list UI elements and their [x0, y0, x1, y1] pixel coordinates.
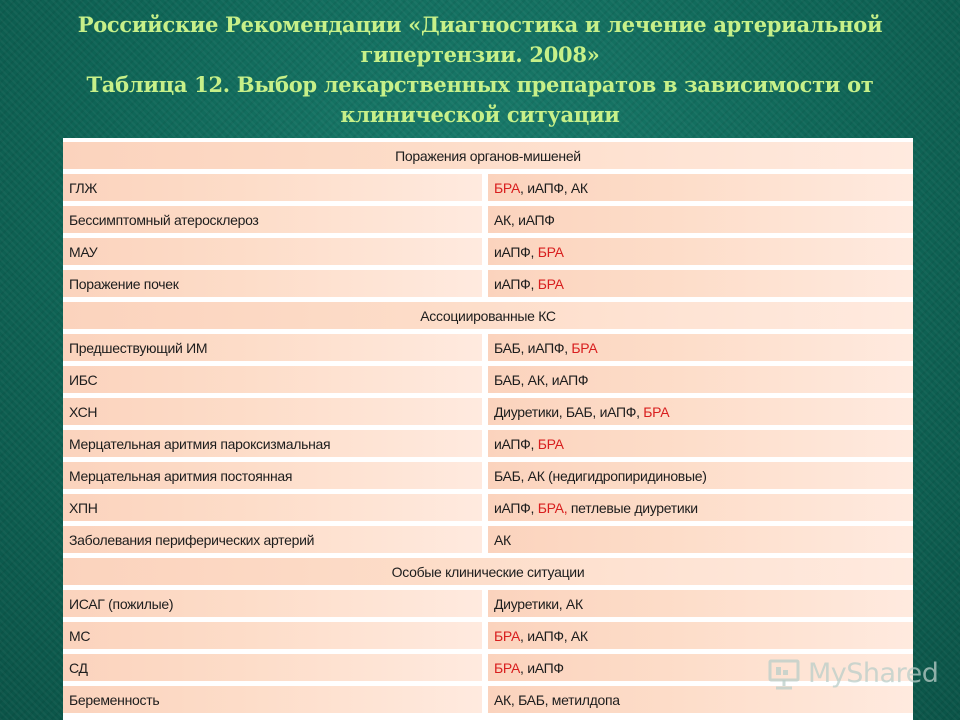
drugs-cell — [488, 174, 913, 201]
drugs-cell — [488, 590, 913, 617]
table-body — [63, 142, 913, 713]
condition-cell: Мерцательная аритмия постоянная — [63, 462, 488, 489]
drug-text: иАПФ, — [494, 275, 538, 292]
title-line-2: гипертензии. 2008» — [360, 42, 600, 67]
condition-cell: СД — [63, 654, 488, 681]
condition-cell: Поражение почек — [63, 270, 488, 297]
condition-cell: Беременность — [63, 686, 488, 713]
drug-text: БАБ, АК (недигидропиридиновые) — [494, 467, 707, 484]
table-row — [63, 494, 913, 521]
drug-text: иАПФ, — [494, 243, 538, 260]
highlighted-drug: БРА — [494, 179, 521, 196]
highlighted-drug: БРА — [537, 243, 564, 260]
condition-cell: МАУ — [63, 238, 488, 265]
highlighted-drug: БРА — [571, 339, 598, 356]
highlighted-drug: БРА — [537, 435, 564, 452]
section-header: Ассоциированные КС — [63, 302, 913, 329]
drugs-cell — [488, 398, 913, 425]
section-header-row — [63, 302, 913, 329]
watermark-text: MyShared — [808, 658, 939, 689]
drug-text: Диуретики, АК — [494, 595, 583, 612]
slide-title — [30, 10, 930, 132]
section-header: Поражения органов-мишеней — [63, 142, 913, 169]
drugs-cell — [488, 622, 913, 649]
table-row — [63, 590, 913, 617]
drug-selection-table — [63, 138, 913, 718]
drugs-cell — [488, 526, 913, 553]
presentation-board-icon — [767, 657, 801, 691]
drug-text: петлевые диуретики — [567, 499, 698, 516]
title-line-4: клинической ситуации — [340, 102, 620, 127]
condition-cell: МС — [63, 622, 488, 649]
table-row — [63, 334, 913, 361]
drugs-cell — [488, 462, 913, 489]
drugs-cell — [488, 238, 913, 265]
drug-text: иАПФ, — [494, 435, 538, 452]
drugs-cell — [488, 334, 913, 361]
recommendation-table-container — [63, 138, 913, 720]
drugs-cell — [488, 494, 913, 521]
drugs-cell — [488, 270, 913, 297]
title-line-3: Таблица 12. Выбор лекарственных препаратов в зависимости от — [86, 72, 874, 97]
section-header: Особые клинические ситуации — [63, 558, 913, 585]
drug-text: , иАПФ, АК — [520, 627, 588, 644]
condition-cell: Заболевания периферических артерий — [63, 526, 488, 553]
table-row — [63, 270, 913, 297]
condition-cell: ИСАГ (пожилые) — [63, 590, 488, 617]
highlighted-drug: БРА, — [537, 499, 568, 516]
drug-text: , иАПФ — [520, 659, 564, 676]
drug-text: АК, БАБ, метилдопа — [494, 691, 620, 708]
table-row — [63, 206, 913, 233]
drug-text: АК, иАПФ — [494, 211, 555, 228]
drug-text: , иАПФ, АК — [520, 179, 588, 196]
table-row — [63, 622, 913, 649]
title-line-1: Российские Рекомендации «Диагностика и лечение артериальной — [77, 12, 883, 37]
table-row — [63, 174, 913, 201]
drug-text: Диуретики, БАБ, иАПФ, — [494, 403, 644, 420]
section-header-row — [63, 558, 913, 585]
condition-cell: ИБС — [63, 366, 488, 393]
highlighted-drug: БРА — [643, 403, 670, 420]
table-row — [63, 366, 913, 393]
table-row — [63, 462, 913, 489]
drugs-cell — [488, 430, 913, 457]
drug-text: иАПФ, — [494, 499, 538, 516]
drug-text: АК — [494, 531, 511, 548]
drug-text: БАБ, иАПФ, — [494, 339, 572, 356]
watermark-logo — [767, 655, 937, 693]
table-row — [63, 526, 913, 553]
section-header-row — [63, 142, 913, 169]
condition-cell: ХПН — [63, 494, 488, 521]
drug-text: БАБ, АК, иАПФ — [494, 371, 589, 388]
condition-cell: Бессимптомный атеросклероз — [63, 206, 488, 233]
highlighted-drug: БРА — [537, 275, 564, 292]
condition-cell: Мерцательная аритмия пароксизмальная — [63, 430, 488, 457]
table-row — [63, 398, 913, 425]
highlighted-drug: БРА — [494, 659, 521, 676]
condition-cell: Предшествующий ИМ — [63, 334, 488, 361]
drugs-cell — [488, 366, 913, 393]
highlighted-drug: БРА — [494, 627, 521, 644]
table-row — [63, 430, 913, 457]
table-row — [63, 238, 913, 265]
condition-cell: ХСН — [63, 398, 488, 425]
condition-cell: ГЛЖ — [63, 174, 488, 201]
drugs-cell — [488, 206, 913, 233]
